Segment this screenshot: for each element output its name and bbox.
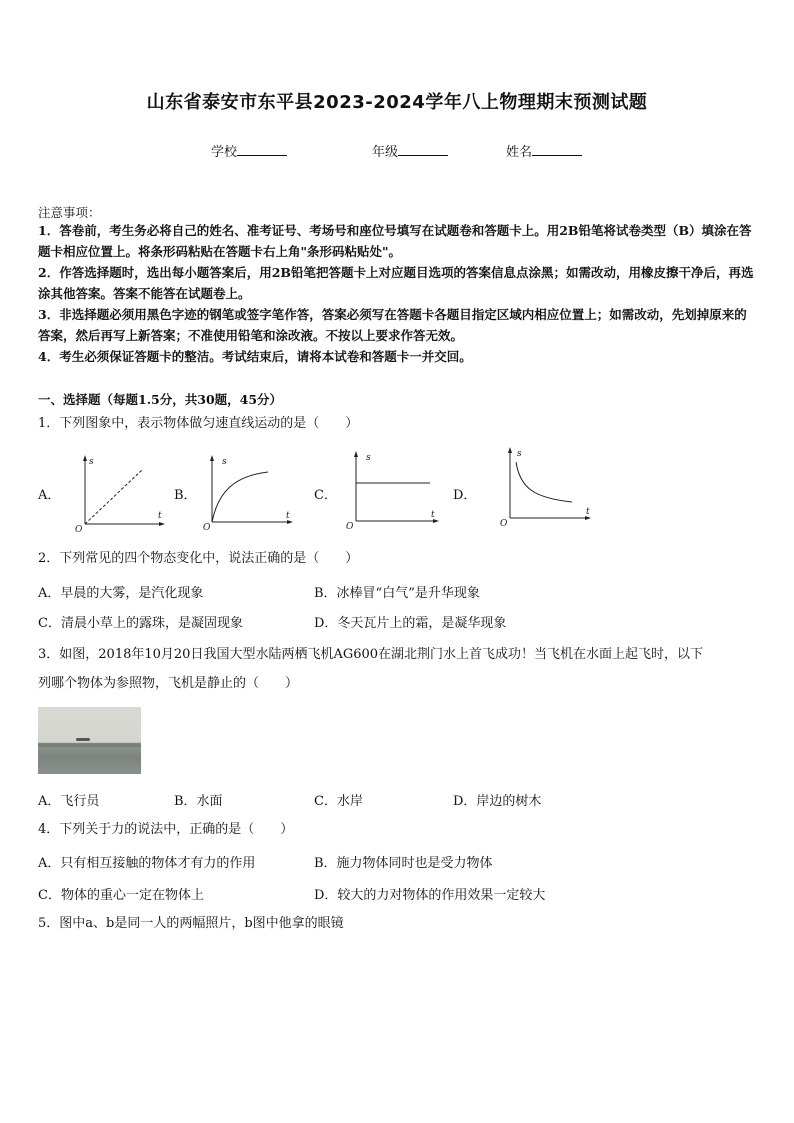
axis-y-label: s [89,457,94,467]
q2-option-d: D．冬天瓦片上的霜，是凝华现象 [314,616,507,631]
note-item: 2．作答选择题时，选出每小题答案后，用2B铅笔把答题卡上对应题目选项的答案信息点涂黑；如需改动，用橡皮擦干净后，再选涂其他答案。答案不能答在试题卷上。 [38,265,754,301]
q5-stem: 5．图中a、b是同一人的两幅照片，b图中他拿的眼镜 [38,916,344,931]
school-blank [237,143,287,156]
origin-label: O [75,525,83,534]
plane-shape [76,738,90,741]
q4-option-c: C．物体的重心一定在物体上 [38,888,204,903]
q1-option-d-label: D． [453,488,477,503]
seaplane-photo [38,707,141,774]
grade-blank [398,143,448,156]
axis-y-label: s [517,449,522,459]
axis-x-label: t [286,511,290,521]
q4-option-b: B．施力物体同时也是受力物体 [314,856,493,871]
school-label: 学校 [211,145,238,160]
q2-option-a: A．早晨的大雾，是汽化现象 [38,586,204,601]
origin-label: O [203,523,211,533]
name-field [506,141,582,160]
note-item: 1．答卷前，考生务必将自己的姓名、准考证号、考场号和座位号填写在试题卷和答题卡上。用2B铅笔将试卷类型（B）填涂在答题卡相应位置上。将条形码粘贴在答题卡右上角"条形码粘贴处"。 [38,223,752,259]
page-title: 山东省泰安市东平县2023-2024学年八上物理期末预测试题 [146,92,648,113]
q3-option-c: C．水岸 [314,794,363,809]
q4-option-d: D．较大的力对物体的作用效果一定较大 [314,888,546,903]
q1-option-b-label: B． [174,488,197,503]
q3-option-b: B．水面 [174,794,223,809]
section-heading: 一、选择题（每题1.5分，共30题，45分） [38,392,283,407]
school-field [211,141,287,160]
q2-option-c: C．清晨小草上的露珠，是凝固现象 [38,616,243,631]
axis-x-label: t [158,511,162,521]
notes-heading: 注意事项： [38,205,101,220]
q3-stem-line1: 3．如图，2018年10月20日我国大型水陆两栖飞机AG600在湖北荆门水上首飞成功！当飞机在水面上起飞时，以下 [38,647,704,662]
q1-graph-d [494,444,594,526]
axis-y-label: s [366,453,371,463]
q3-stem-line2: 列哪个物体为参照物，飞机是静止的（ ） [38,676,299,691]
note-item: 3．非选择题必须用黑色字迹的钢笔或签字笔作答，答案必须写在答题卡各题目指定区域内相应位置上；如需改动，先划掉原来的答案，然后再写上新答案；不准使用铅笔和涂改液。不按以上要求作答无效。 [38,307,747,343]
q1-graph-c [342,448,442,530]
name-label: 姓名 [506,145,533,160]
origin-label: O [500,519,508,526]
axis-x-label: t [586,507,590,517]
q1-option-c-label: C． [314,488,337,503]
q1-stem: 1．下列图象中，表示物体做匀速直线运动的是（ ） [38,416,359,431]
q4-stem: 4．下列关于力的说法中，正确的是（ ） [38,822,294,837]
q1-graph-b [200,452,300,534]
grade-field [372,141,448,160]
q2-option-b: B．冰棒冒“白气”是升华现象 [314,586,480,601]
axis-y-label: s [222,457,227,467]
q3-option-d: D．岸边的树木 [453,794,542,809]
q1-option-a-label: A． [38,488,61,503]
shoreline [38,743,141,747]
name-blank [532,143,582,156]
note-item: 4．考生必须保证答题卡的整洁。考试结束后，请将本试卷和答题卡一并交回。 [38,349,472,364]
q2-stem: 2．下列常见的四个物态变化中，说法正确的是（ ） [38,551,359,566]
grade-label: 年级 [372,145,399,160]
origin-label: O [346,522,354,530]
axis-x-label: t [431,510,435,520]
q1-graph-a [68,452,168,534]
q4-option-a: A．只有相互接触的物体才有力的作用 [38,856,256,871]
q3-option-a: A．飞行员 [38,794,100,809]
